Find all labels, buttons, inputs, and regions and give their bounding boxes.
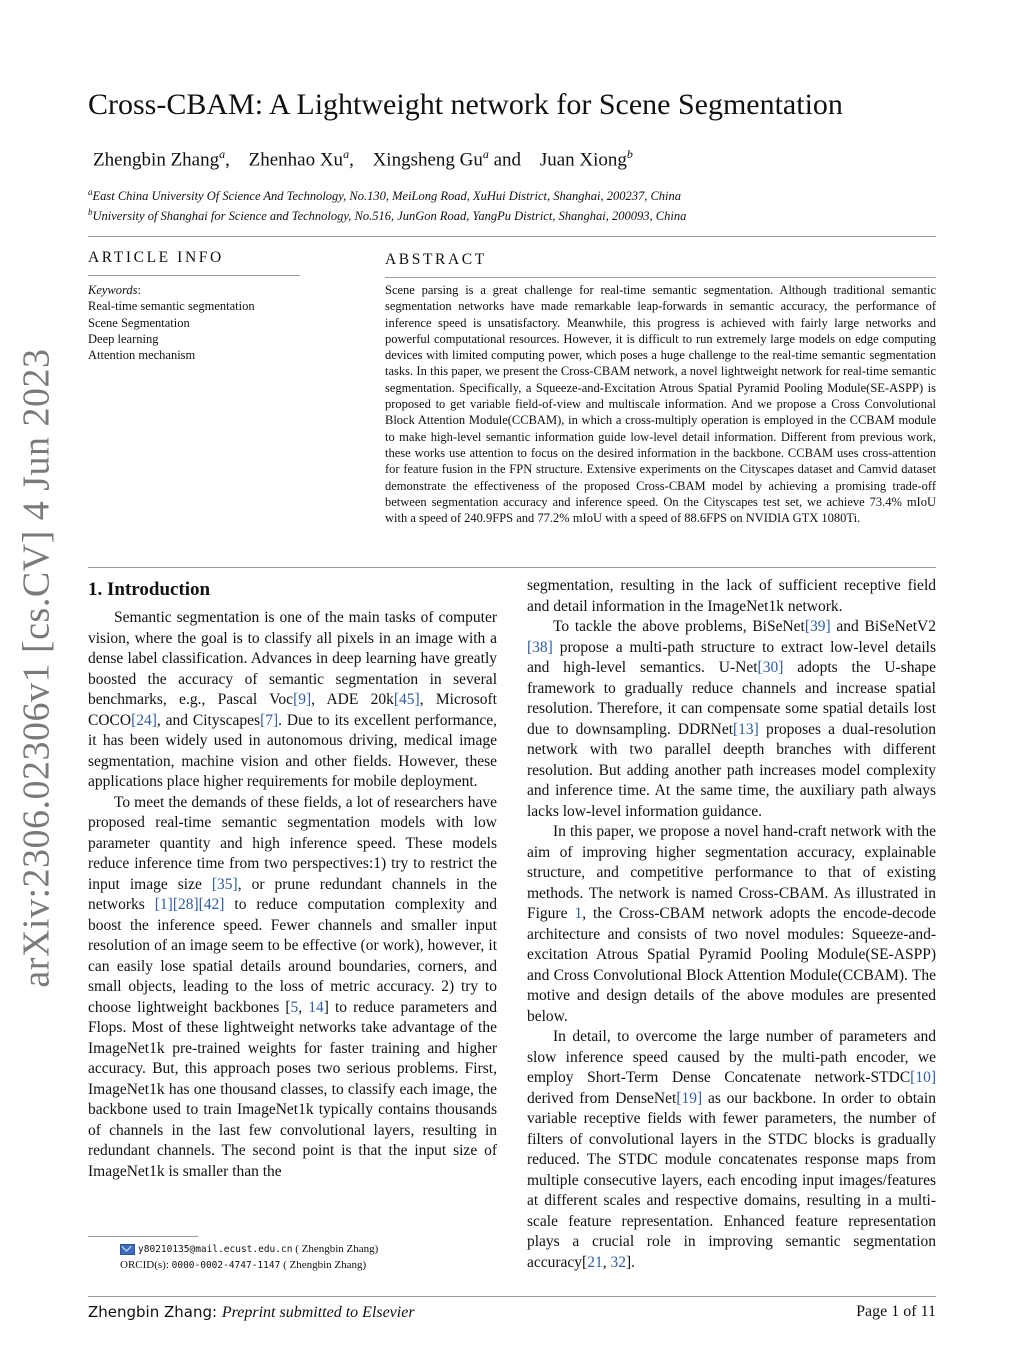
citation-link[interactable]: 5 <box>290 998 299 1016</box>
keyword-item: Real-time semantic segmentation <box>88 299 255 314</box>
footnote-rule <box>88 1236 198 1237</box>
arxiv-sidebar <box>12 348 62 988</box>
footer-status: Preprint submitted to Elsevier <box>221 1304 415 1321</box>
keywords-block: Keywords: Real-time semantic segmentation Scene Segmentation Deep learning Attention mechanism <box>88 282 308 363</box>
footnote-email <box>120 1241 378 1258</box>
citation-link[interactable]: [45] <box>393 691 420 708</box>
paragraph: In this paper, we propose a novel hand-craft network with the aim of improving higher segmentation accuracy, explainable structure, and competitive performance to that of existing methods. The network is named Cross-CBAM. As illustrated in Figure 1, the Cross-CBAM network adopts the encode-decode architecture and consists of two novel modules: Squeeze-and-excitation Atrous Spatial Pyramid Pooling Module(SE-ASPP) and Cross Convolutional Block Attention Module(CCBAM). The motive and design details of the above modules are presented below. <box>527 823 937 1025</box>
section-rule <box>88 567 936 568</box>
citation-link[interactable]: 21 <box>587 1253 603 1271</box>
orcid-link[interactable]: 0000-0002-4747-1147 <box>171 1260 281 1271</box>
author-name: Xingsheng Gu <box>372 149 483 171</box>
author-list <box>93 141 953 173</box>
citation-link[interactable]: [38] <box>527 638 553 656</box>
page-number: Page 1 of 11 <box>856 1303 936 1320</box>
citation-link[interactable]: [19] <box>676 1089 703 1107</box>
author-name: Zhengbin Zhang <box>93 149 220 171</box>
author-name: Zhenhao Xu <box>248 149 344 171</box>
citation-link[interactable]: [10] <box>910 1069 936 1086</box>
keyword-item: Attention mechanism <box>88 348 196 363</box>
keyword-item: Scene Segmentation <box>88 315 190 330</box>
paper-title: Cross-CBAM: A Lightweight network for Scene Segmentation <box>88 88 843 121</box>
affiliation-text: University of Shanghai for Science and Technology, No.516, JunGon Road, YangPu District, Shanghai, 200093, China <box>92 209 687 224</box>
citation-link[interactable]: 32 <box>610 1253 626 1271</box>
author-sep: , <box>225 149 230 171</box>
affiliation-text: East China University Of Science And Technology, No.130, MeiLong Road, XuHui District, Shanghai, 200237, China <box>92 189 682 204</box>
author-mark: a <box>343 147 350 161</box>
citation-link[interactable]: [1][28][42] <box>154 896 225 913</box>
email-owner: ( Zhengbin Zhang) <box>292 1243 379 1255</box>
paragraph: In detail, to overcome the large number of parameters and slow inference speed caused by the multi-path encoder, we employ Short-Term Dense Concatenate network-STDC[10] derived from DenseNet[19] as our backbone. In order to obtain variable receptive fields with fewer parameters, the number of filters of convolutional layers in the STDC blocks is gradually reduced. The STDC module concatenates response maps from multiple consecutive layers, each encoding input images/features at different scales and respective domains, resulting in a multi-scale feature representation. Enhanced feature representation plays a crucial role in improving semantic segmentation accuracy[21, 32]. <box>527 1028 936 1271</box>
abstract-rule <box>385 277 936 278</box>
author-name: Juan Xiong <box>539 149 627 171</box>
author-mark: a <box>219 147 226 161</box>
author-mark: a <box>482 147 489 161</box>
header-rule <box>88 236 936 237</box>
author-and: and <box>493 149 522 171</box>
orcid-owner: ( Zhengbin Zhang) <box>280 1259 367 1271</box>
citation-link[interactable]: [39] <box>804 618 831 635</box>
article-info-rule <box>88 275 300 276</box>
right-column <box>527 576 936 1273</box>
affiliation-a <box>88 184 948 204</box>
arxiv-id: arXiv:2306.02306v1 [cs.CV] 4 Jun 2023 <box>16 348 58 988</box>
footnote-orcid <box>120 1257 366 1274</box>
section-heading: 1. Introduction <box>88 579 211 600</box>
keywords-label: Keywords <box>88 283 138 297</box>
affiliation-mark: b <box>88 207 93 217</box>
affiliation-b <box>88 204 948 224</box>
footer-author: Zhengbin Zhang: Preprint submitted to Elsevier <box>88 1303 415 1321</box>
author-sep: , <box>349 149 354 171</box>
author-mark: b <box>626 147 633 161</box>
paragraph: To tackle the above problems, BiSeNet[39] and BiSeNetV2 [38] propose a multi-path structure to extract low-level details and high-level semantics. U-Net[30] adopts the U-shape framework to gradually reduce channels and increase spatial resolution. Therefore, it can compensate some spatial details lost due to downsampling. DDRNet[13] proposes a dual-resolution network with two parallel deepth branches with different resolution. But adding another path increases model complexity and inference time. At the same time, the auxiliary path always lacks low-level information guidance. <box>527 618 936 820</box>
citation-link[interactable]: 14 <box>308 998 324 1016</box>
abstract-text: Scene parsing is a great challenge for real-time semantic segmentation. Although traditional semantic segmentation networks have made remarkable leap-forwards in semantic accuracy, the performance of inference speed is unsatisfactory. Meanwhile, this progress is achieved with fairly large networks and powerful computational resources. However, it is difficult to run extremely large models on edge computing devices with limited computing power, which poses a huge challenge to the real-time semantic segmentation tasks. In this paper, we present the Cross-CBAM network, a novel lightweight network for real-time semantic segmentation. Specifically, a Squeeze-and-Excitation Atrous Spatial Pyramid Pooling Module(SE-ASPP) is proposed to get variable field-of-view and multiscale information. And we propose a Cross Convolutional Block Attention Module(CCBAM), in which a cross-multiply operation is employed in the CCBAM module to make high-level semantic information guide low-level detail information. Different from previous work, these works use attention to focus on the desired information in the backbone. CCBAM uses cross-attention for feature fusion in the FPN structure. Extensive experiments on the Cityscapes dataset and Camvid dataset demonstrate the effectiveness of the proposed Cross-CBAM model by achieving a promising trade-off between segmentation accuracy and inference speed. On the Cityscapes test set, we achieve 73.4% mIoU with a speed of 240.9FPS and 77.2% mIoU with a speed of 88.6FPS on NVIDIA GTX 1080Ti. <box>385 283 936 526</box>
article-info-heading: ARTICLE INFO <box>88 249 224 266</box>
envelope-icon <box>120 1244 135 1255</box>
figure-link[interactable]: 1 <box>574 905 583 922</box>
paragraph: To meet the demands of these fields, a lot of researchers have proposed real-time semantic segmentation models with low parameter quantity and high inference speed. These models reduce inference time from two perspectives:1) try to restrict the input image size [35], or prune redundant channels in the networks [1][28][42] to reduce computation complexity and boost the inference speed. Fewer channels and smaller input resolution of an image seem to be effective (or work), however, it can easily lose spatial details around boundaries, corners, and small objects, leading to the loss of metric accuracy. 2) try to choose lightweight backbones [5, 14] to reduce parameters and Flops. Most of these lightweight networks take advantage of the ImageNet1k pre-trained weights for faster training and higher accuracy. But, this approach poses two serious problems. First, ImageNet1k has one thousand classes, to classify each image, the backbone used to train ImageNet1k typically contains thousands of channels in the last few convolutional layers, resulting in redundant channels. The second point is that the input size of ImageNet1k is smaller than the <box>88 793 497 1180</box>
affiliation-mark: a <box>88 187 93 197</box>
paragraph: segmentation, resulting in the lack of sufficient receptive field and detail information in the ImageNet1k network. <box>527 577 936 615</box>
footer-author-name: Zhengbin Zhang <box>88 1303 213 1321</box>
citation-link[interactable]: [35] <box>211 875 238 893</box>
citation-link[interactable]: [7] <box>260 711 279 729</box>
citation-link[interactable]: [9] <box>293 691 312 708</box>
citation-link[interactable]: [30] <box>757 659 784 676</box>
citation-link[interactable]: [13] <box>733 720 759 738</box>
paragraph: Semantic segmentation is one of the main tasks of computer vision, where the goal is to classify all pixels in an image with a dense label classification. Advances in deep learning have greatly boosted the accuracy of semantic segmentation in several benchmarks, e.g., Pascal Voc[9], ADE 20k[45], Microsoft COCO[24], and Cityscapes[7]. Due to its excellent performance, it has been widely used in autonomous driving, medical image segmentation, machine vision and other fields. However, these applications place higher requirements for mobile deployment. <box>88 609 497 790</box>
citation-link[interactable]: [24] <box>131 711 157 729</box>
orcid-label: ORCID(s): <box>120 1259 172 1271</box>
footer-rule <box>88 1296 936 1297</box>
email-link[interactable]: y80210135@mail.ecust.edu.cn <box>138 1244 293 1255</box>
keyword-item: Deep learning <box>88 331 159 346</box>
left-column <box>88 608 497 1182</box>
abstract-heading: ABSTRACT <box>385 251 487 268</box>
